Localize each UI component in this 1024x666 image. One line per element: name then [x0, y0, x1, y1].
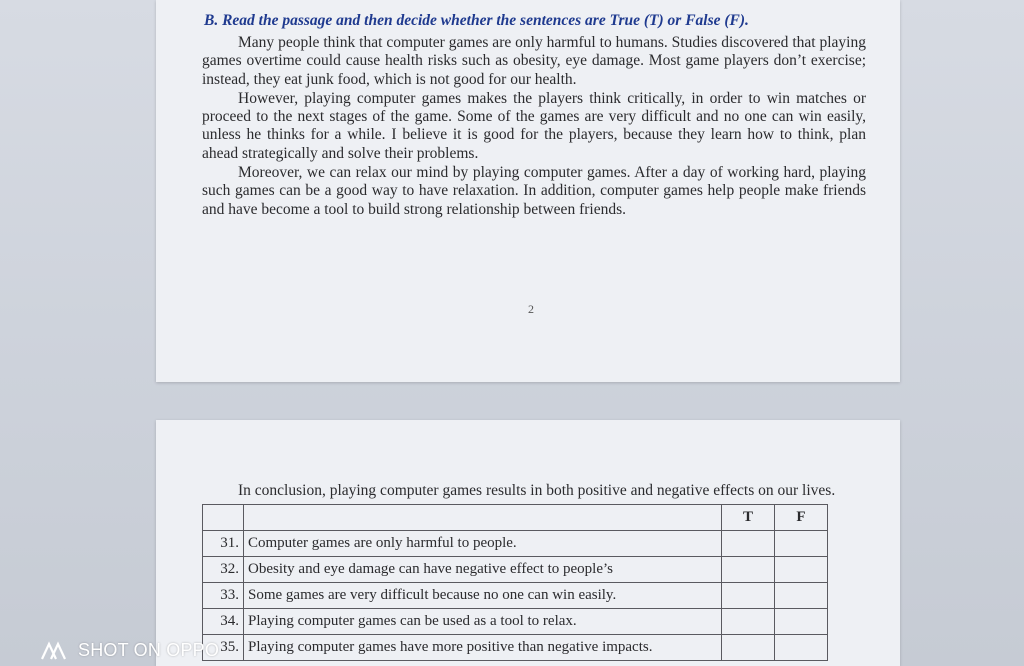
- true-false-table: [202, 504, 828, 661]
- worksheet-page-1: [156, 0, 900, 382]
- question-number: 34.: [203, 609, 244, 635]
- false-answer-cell[interactable]: [775, 635, 828, 661]
- statement-text: Some games are very difficult because no one can win easily.: [244, 583, 722, 609]
- camera-watermark: [40, 640, 219, 661]
- question-number: 31.: [203, 531, 244, 557]
- watermark-text: SHOT ON OPPO: [78, 640, 220, 660]
- page-number: 2: [528, 302, 534, 316]
- true-answer-cell[interactable]: [722, 609, 775, 635]
- passage-paragraph-1: Many people think that computer games are only harmful to humans. Studies discovered that playing games overtime could cause health risks such as obesity, eye damage. Most game players don’t exercise; instead, they eat junk food, which is not good for our health.: [202, 34, 866, 88]
- table-row: [203, 557, 828, 583]
- question-number: 32.: [203, 557, 244, 583]
- false-answer-cell[interactable]: [775, 557, 828, 583]
- passage-paragraph-2: However, playing computer games makes the players think critically, in order to win matches or proceed to the next stages of the game. Some of the games are very difficult and no one can win easily, unless he thinks for a while. I believe it is good for the players, because they learn how to think, plan ahead strategically and solve their problems.: [202, 89, 866, 162]
- exercise-heading: B. Read the passage and then decide whether the sentences are True (T) or False (F).: [204, 12, 749, 29]
- true-answer-cell[interactable]: [722, 531, 775, 557]
- oppo-camera-logo-icon: [40, 641, 70, 661]
- question-number: 35.: [203, 635, 244, 661]
- conclusion-paragraph: In conclusion, playing computer games results in both positive and negative effects on our lives.: [238, 481, 836, 499]
- table-header-row: [203, 505, 828, 531]
- header-statement-cell: [244, 505, 722, 531]
- true-answer-cell[interactable]: [722, 635, 775, 661]
- table-row: [203, 583, 828, 609]
- true-answer-cell[interactable]: [722, 557, 775, 583]
- header-num-cell: [203, 505, 244, 531]
- statement-text: Playing computer games have more positive than negative impacts.: [244, 635, 722, 661]
- worksheet-page-2: [156, 420, 900, 666]
- false-answer-cell[interactable]: [775, 583, 828, 609]
- false-answer-cell[interactable]: [775, 609, 828, 635]
- question-number: 33.: [203, 583, 244, 609]
- passage-paragraph-3: Moreover, we can relax our mind by playing computer games. After a day of working hard, playing such games can be a good way to have relaxation. In addition, computer games help people make friends and have become a tool to build strong relationship between friends.: [202, 164, 866, 218]
- reading-passage: [202, 34, 866, 219]
- statement-text: Computer games are only harmful to people.: [244, 531, 722, 557]
- header-true: T: [722, 505, 775, 531]
- false-answer-cell[interactable]: [775, 531, 828, 557]
- header-false: F: [775, 505, 828, 531]
- table-row: [203, 531, 828, 557]
- statement-text: Playing computer games can be used as a tool to relax.: [244, 609, 722, 635]
- table-row: [203, 609, 828, 635]
- statement-text: Obesity and eye damage can have negative effect to people’s: [244, 557, 722, 583]
- table-row: [203, 635, 828, 661]
- true-answer-cell[interactable]: [722, 583, 775, 609]
